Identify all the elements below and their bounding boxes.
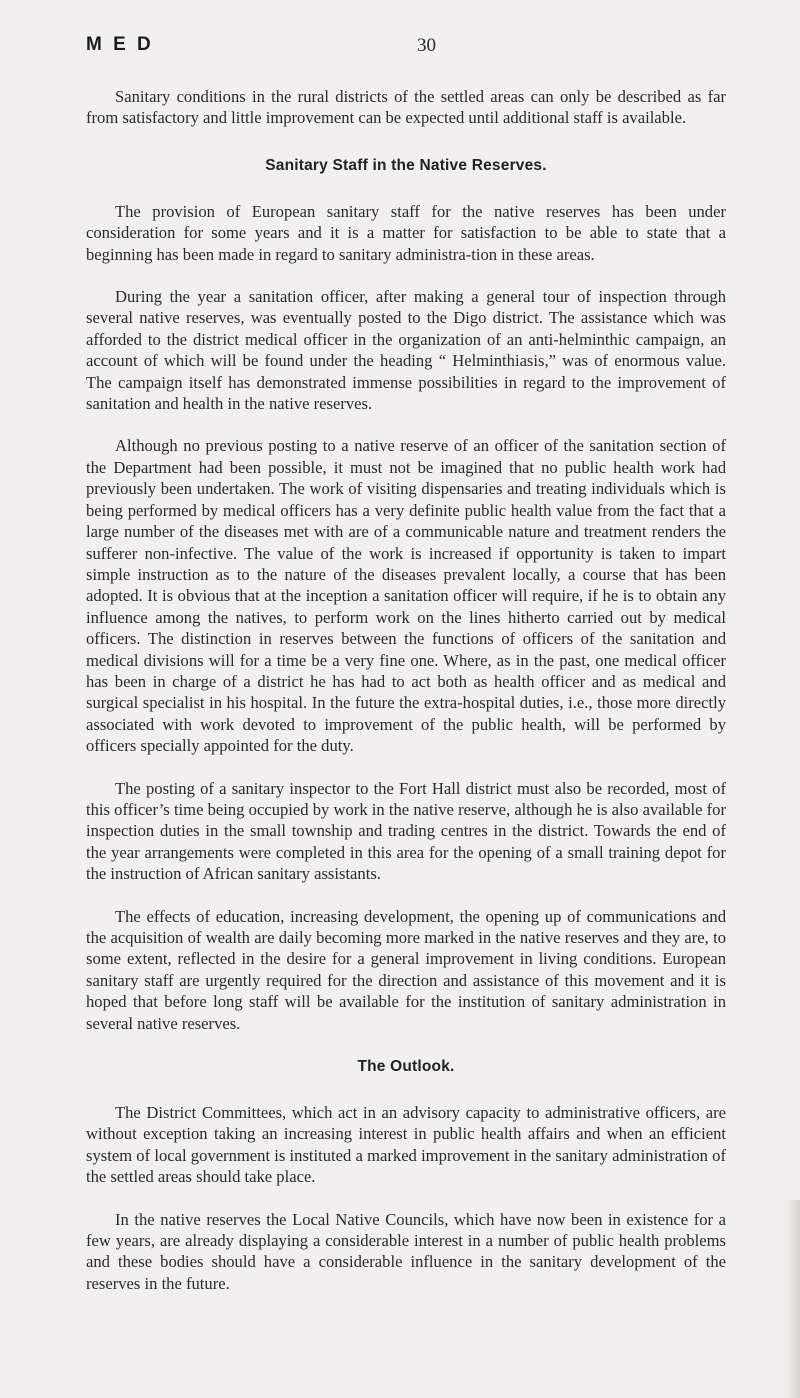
- paragraph-district-committees: The District Committees, which act in an advisory capacity to administrative officers, are without exception taking an increasing interest in public health affairs and when an efficient system of local government is instituted a marked improvement in the sanitary administration of the settled areas should take place.: [86, 1103, 726, 1187]
- body-text: [86, 86, 726, 1315]
- page-number: 30: [417, 35, 436, 56]
- paragraph-local-native-councils: In the native reserves the Local Native Councils, which have now been in existence for a few years, are already displaying a considerable interest in a number of public health problems and these bodies should have a considerable influence in the sanitary development of the reserves in the future.: [86, 1209, 726, 1293]
- section-heading-outlook: The Outlook.: [357, 1058, 455, 1076]
- paragraph-fort-hall-district: The posting of a sanitary inspector to the Fort Hall district must also be recorded, most of this officer’s time being occupied by work in the native reserve, although he is also available for inspection duties in the small township and trading centres in the district. Towards the end of the year arrangements were completed in this area for the opening of a small training depot for the instruction of African sanitary assistants.: [86, 778, 726, 884]
- paragraph-public-health-work: Although no previous posting to a native reserve of an officer of the sanitation section of the Department had been possible, it must not be imagined that no public health work had previously been undertaken. The work of visiting dispensaries and treating individuals which is being performed by medical officers has a very definite public health value from the fact that a large number of the diseases met with are of a communicable nature and treatment renders the sufferer non-infective. The value of the work is increased if opportunity is taken to impart simple instruction as to the nature of the diseases prevalent locally, a course that has been adopted. It is obvious that at the inception a sanitation officer will require, if he is to obtain any influence among the natives, to perform work on the lines hitherto carried out by medical officers. The distinction in reserves between the functions of officers of the sanitation and medical divisions will for a time be a very fine one. Where, as in the past, one medical officer has been in charge of a district he has had to act both as health officer and as medical and surgical specialist in his hospital. In the future the extra-hospital duties, i.e., those more directly associated with work devoted to improvement of the public health, will be performed by officers specially appointed for the duty.: [86, 436, 726, 756]
- running-head: M E D: [86, 34, 154, 55]
- paragraph-european-sanitary-staff: The provision of European sanitary staff for the native reserves has been under consideration for some years and it is a matter for satisfaction to be able to state that a beginning has been made in regard to sanitary administra-tion in these areas.: [86, 201, 726, 264]
- page-edge-shadow: [786, 1200, 800, 1398]
- paragraph-rural-sanitary-conditions: Sanitary conditions in the rural districts of the settled areas can only be described as far from satisfactory and little improvement can be expected until additional staff is available.: [86, 87, 726, 128]
- section-heading-sanitary-staff: Sanitary Staff in the Native Reserves.: [265, 156, 547, 174]
- paragraph-effects-of-education: The effects of education, increasing development, the opening up of communications and the acquisition of wealth are daily becoming more marked in the native reserves and they are, to some extent, reflected in the desire for a general improvement in living conditions. European sanitary staff are urgently required for the direction and assistance of this movement and it is hoped that before long staff will be available for the institution of sanitary administration in several native reserves.: [86, 906, 726, 1033]
- paragraph-digo-district: During the year a sanitation officer, after making a general tour of inspection through several native reserves, was eventually posted to the Digo district. The assistance which was afforded to the district medical officer in the organization of an anti-helminthic campaign, an account of which will be found under the heading “ Helminthiasis,” was of enormous value. The campaign itself has demonstrated immense possibilities in regard to the improvement of sanitation and health in the native reserves.: [86, 287, 726, 414]
